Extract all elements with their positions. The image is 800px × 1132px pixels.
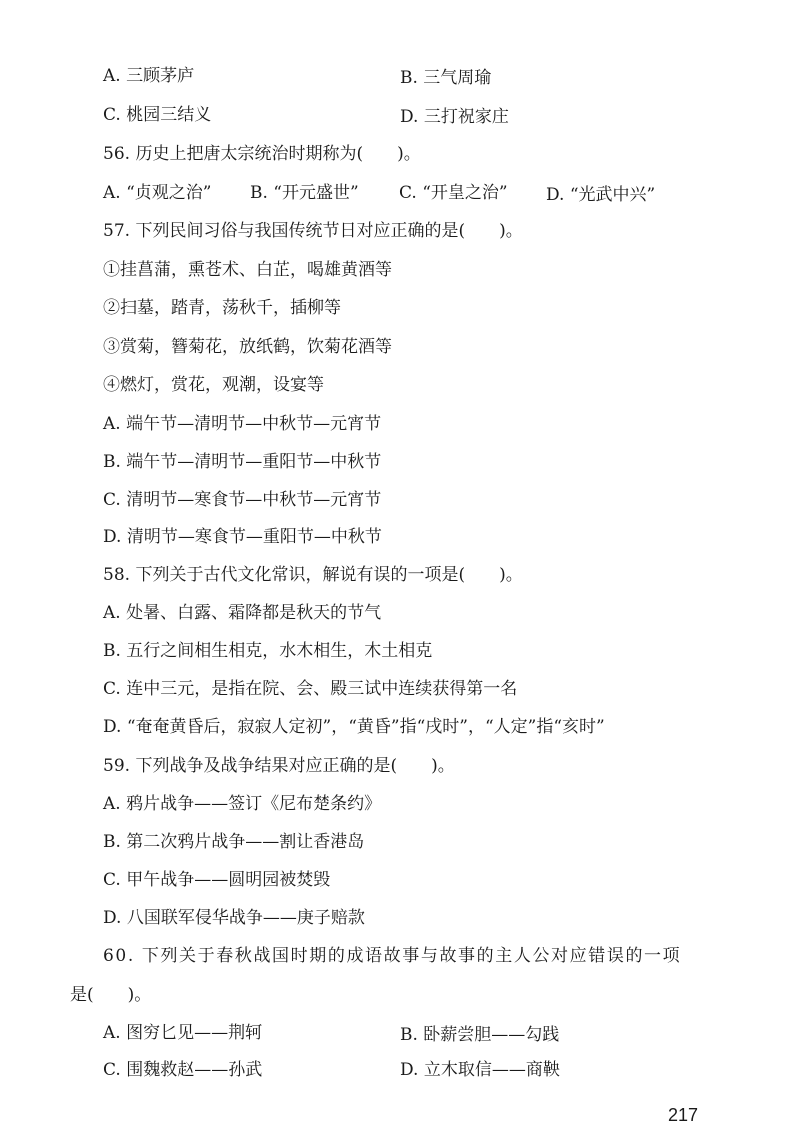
q57-item-3: ③赏菊，簪菊花，放纸鹤，饮菊花酒等 bbox=[103, 337, 392, 357]
q60-option-b: B. 卧薪尝胆——勾践 bbox=[400, 1025, 560, 1045]
q59-option-b: B. 第二次鸦片战争——割让香港岛 bbox=[103, 832, 365, 852]
page-number: 217 bbox=[668, 1105, 699, 1125]
q56-stem: 56. 历史上把唐太宗统治时期称为( )。 bbox=[103, 144, 421, 164]
q59-option-a: A. 鸦片战争——签订《尼布楚条约》 bbox=[103, 794, 382, 814]
q60-option-d: D. 立木取信——商鞅 bbox=[400, 1060, 560, 1080]
q56-option-b: B. “开元盛世” bbox=[250, 183, 359, 203]
q59-option-d: D. 八国联军侵华战争——庚子赔款 bbox=[103, 908, 365, 928]
q57-option-a: A. 端午节—清明节—中秋节—元宵节 bbox=[103, 414, 382, 434]
q58-option-d: D. “奄奄黄昏后，寂寂人定初”，“黄昏”指“戌时”，“人定”指“亥时” bbox=[103, 717, 605, 737]
q55-option-b: B. 三气周瑜 bbox=[400, 68, 492, 88]
q57-option-c: C. 清明节—寒食节—中秋节—元宵节 bbox=[103, 490, 382, 510]
q58-option-c: C. 连中三元，是指在院、会、殿三试中连续获得第一名 bbox=[103, 679, 518, 699]
q55-option-a: A. 三顾茅庐 bbox=[103, 66, 195, 86]
q57-option-d: D. 清明节—寒食节—重阳节—中秋节 bbox=[103, 527, 382, 547]
q55-option-d: D. 三打祝家庄 bbox=[400, 107, 509, 127]
q59-option-c: C. 甲午战争——圆明园被焚毁 bbox=[103, 870, 331, 890]
q60-stem-line-2: 是( )。 bbox=[70, 985, 152, 1005]
q57-item-1: ①挂菖蒲，熏苍术、白芷，喝雄黄酒等 bbox=[103, 260, 392, 280]
q56-option-a: A. “贞观之治” bbox=[103, 183, 212, 203]
q57-stem: 57. 下列民间习俗与我国传统节日对应正确的是( )。 bbox=[103, 221, 523, 241]
q55-option-c: C. 桃园三结义 bbox=[103, 105, 212, 125]
q58-stem: 58. 下列关于古代文化常识，解说有误的一项是( )。 bbox=[103, 565, 523, 585]
q60-stem-line-1: 60. 下列关于春秋战国时期的成语故事与故事的主人公对应错误的一项 bbox=[103, 946, 682, 966]
q58-option-a: A. 处暑、白露、霜降都是秋天的节气 bbox=[103, 603, 382, 623]
q59-stem: 59. 下列战争及战争结果对应正确的是( )。 bbox=[103, 756, 455, 776]
q60-option-c: C. 围魏救赵——孙武 bbox=[103, 1060, 263, 1080]
q56-option-d: D. “光武中兴” bbox=[546, 185, 656, 205]
q57-item-2: ②扫墓，踏青，荡秋千，插柳等 bbox=[103, 298, 341, 318]
q56-option-c: C. “开皇之治” bbox=[399, 183, 508, 203]
q60-option-a: A. 图穷匕见——荆轲 bbox=[103, 1023, 263, 1043]
q58-option-b: B. 五行之间相生相克，水木相生，木土相克 bbox=[103, 641, 433, 661]
q57-option-b: B. 端午节—清明节—重阳节—中秋节 bbox=[103, 452, 382, 472]
q57-item-4: ④燃灯，赏花，观潮，设宴等 bbox=[103, 375, 324, 395]
